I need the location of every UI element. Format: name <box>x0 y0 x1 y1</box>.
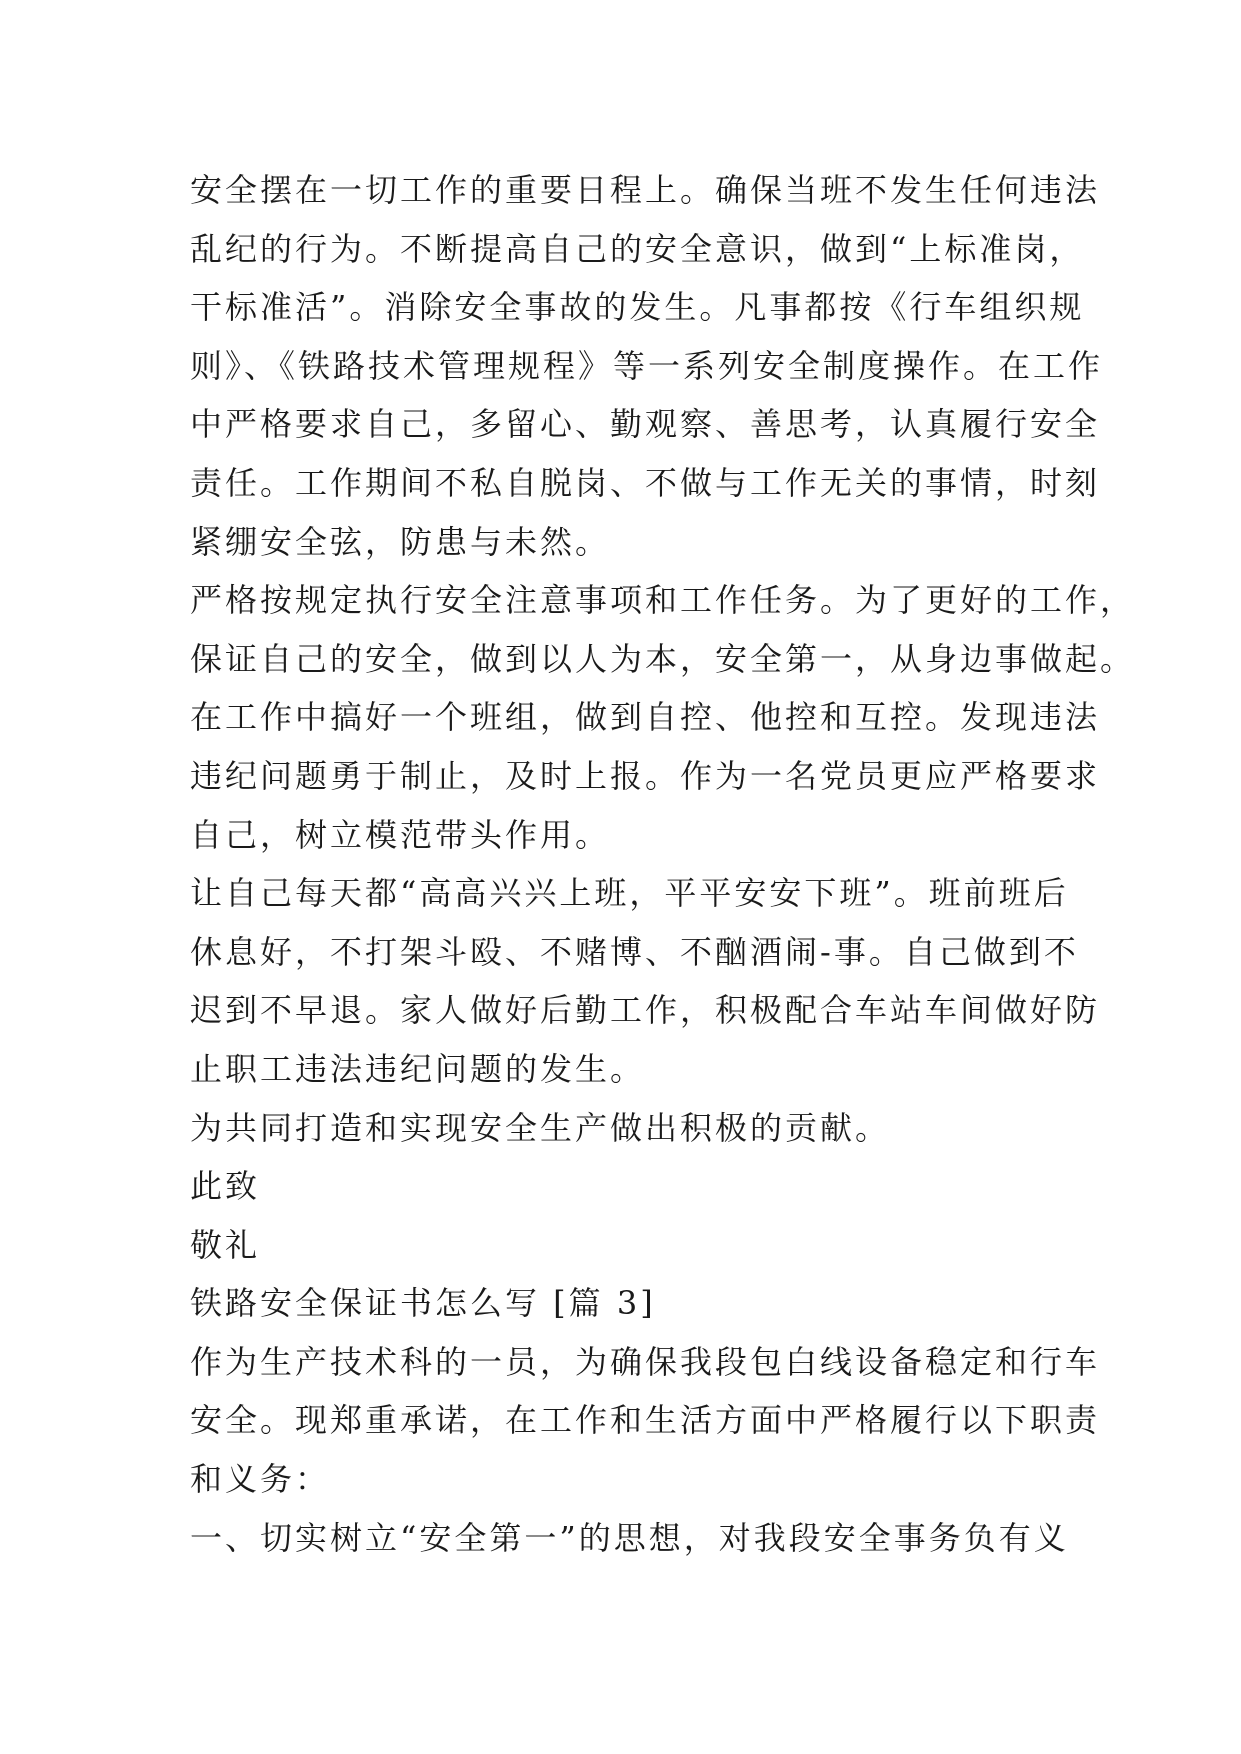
paragraph-line: 严格按规定执行安全注意事项和工作任务。为了更好的工作， <box>190 581 1136 620</box>
paragraph-line: 中严格要求自己，多留心、勤观察、善思考，认真履行安全 <box>190 405 1101 444</box>
paragraph-line: 作为生产技术科的一员，为确保我段包白线设备稳定和行车 <box>190 1342 1101 1381</box>
paragraph-line: 和义务： <box>190 1460 331 1499</box>
paragraph-line: 保证自己的安全，做到以人为本，安全第一，从身边事做起。 <box>190 639 1136 678</box>
paragraph-line: 一、切实树立“安全第一”的思想，对我段安全事务负有义 <box>190 1518 1069 1557</box>
paragraph-line: 止职工违法违纪问题的发生。 <box>190 1049 646 1088</box>
paragraph-line: 则》、《铁路技术管理规程》等一系列安全制度操作。在工作 <box>190 346 1104 385</box>
paragraph-line: 紧绷安全弦，防患与未然。 <box>190 522 611 561</box>
closing-regards: 敬礼 <box>190 1225 261 1264</box>
paragraph-line: 安全。现郑重承诺，在工作和生活方面中严格履行以下职责 <box>190 1401 1101 1440</box>
paragraph-line: 乱纪的行为。不断提高自己的安全意识，做到“上标准岗， <box>190 229 1085 268</box>
paragraph-line: 自己，树立模范带头作用。 <box>190 815 611 854</box>
document-body <box>190 161 1136 1567</box>
paragraph-line: 违纪问题勇于制止，及时上报。作为一名党员更应严格要求 <box>190 756 1101 795</box>
paragraph-line: 迟到不早退。家人做好后勤工作，积极配合车站车间做好防 <box>190 991 1101 1030</box>
closing-salutation: 此致 <box>190 1167 261 1206</box>
paragraph-line: 责任。工作期间不私自脱岗、不做与工作无关的事情，时刻 <box>190 463 1101 502</box>
paragraph-line: 干标准活”。消除安全事故的发生。凡事都按《行车组织规 <box>190 288 1085 327</box>
paragraph-line: 安全摆在一切工作的重要日程上。确保当班不发生任何违法 <box>190 171 1101 209</box>
paragraph-line: 在工作中搞好一个班组，做到自控、他控和互控。发现违法 <box>190 698 1101 737</box>
section-heading: 铁路安全保证书怎么写 [篇 3] <box>190 1284 656 1323</box>
paragraph-line: 休息好，不打架斗殴、不赌博、不酗酒闹-事。自己做到不 <box>190 932 1079 971</box>
paragraph-line: 为共同打造和实现安全生产做出积极的贡献。 <box>190 1108 891 1147</box>
paragraph-line: 让自己每天都“高高兴兴上班，平平安安下班”。班前班后 <box>190 874 1069 913</box>
